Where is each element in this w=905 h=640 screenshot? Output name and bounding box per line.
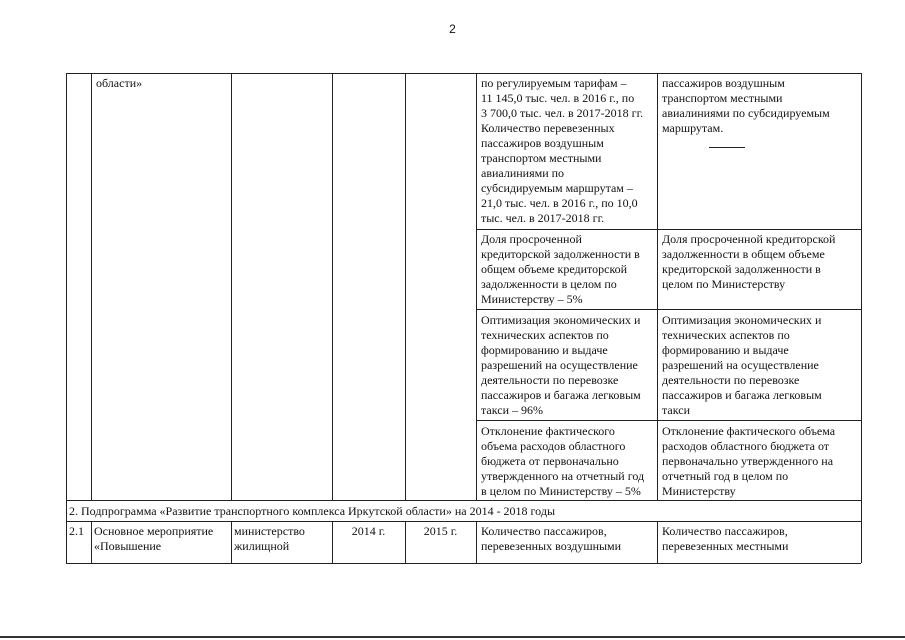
column-divider bbox=[657, 73, 658, 500]
end-year-cell: 2015 г. bbox=[423, 524, 458, 538]
measure-name-cell: Основное мероприятие «Повышение bbox=[94, 524, 214, 553]
measure-name-cell: области» bbox=[96, 76, 143, 90]
row-divider bbox=[476, 229, 861, 230]
column-divider bbox=[91, 521, 92, 563]
result-cell: пассажиров воздушным транспортом местными авиалиниями по субсидируемым маршрутам. bbox=[662, 76, 830, 135]
indicator-cell: Оптимизация экономических и технических аспектов по формированию и выдаче разрешений на осуществление деятельности по перевозке пассажиров и багажа легковым такси – 96% bbox=[481, 313, 641, 417]
page-number: 2 bbox=[449, 22, 456, 36]
table-top-border bbox=[66, 73, 861, 74]
row-divider bbox=[476, 309, 861, 310]
column-divider bbox=[476, 73, 477, 500]
indicator-cell: по регулируемым тарифам – 11 145,0 тыс. чел. в 2016 г., по 3 700,0 тыс. чел. в 2017-2018 гг. Количество перевезенных пассажиров воздушным транспортом местными авиалиниями по субсидируемым маршрутам – 21,0 тыс. чел. в 2016 г., по 10,0 тыс. чел. в 2017-2018 гг. bbox=[481, 76, 644, 225]
executor-cell: министерство жилищной bbox=[234, 524, 305, 553]
column-divider bbox=[231, 73, 232, 500]
column-divider bbox=[476, 521, 477, 563]
scan-edge bbox=[0, 636, 905, 638]
dash-line bbox=[709, 147, 745, 148]
row-number: 2.1 bbox=[69, 524, 84, 538]
column-divider bbox=[332, 73, 333, 500]
indicator-cell: Отклонение фактического объема расходов областного бюджета от первоначально утвержденного на отчетный год в целом по Министерству – 5% bbox=[481, 424, 645, 498]
indicator-cell: Количество пассажиров, перевезенных воздушными bbox=[481, 524, 622, 553]
result-cell: Количество пассажиров, перевезенных местными bbox=[662, 524, 789, 553]
start-year-cell: 2014 г. bbox=[351, 524, 386, 538]
result-cell: Оптимизация экономических и технических аспектов по формированию и выдаче разрешений на осуществление деятельности по перевозке пассажиров и багажа легковым такси bbox=[662, 313, 822, 417]
result-cell: Доля просроченной кредиторской задолженности в общем объеме кредиторской задолженности в целом по Министерству bbox=[662, 232, 836, 291]
row-divider bbox=[66, 521, 861, 522]
row-divider bbox=[66, 500, 861, 501]
indicator-cell: Доля просроченной кредиторской задолженности в общем объеме кредиторской задолженности в целом по Министерству – 5% bbox=[481, 232, 640, 306]
table-border-right bbox=[861, 73, 862, 563]
column-divider bbox=[91, 73, 92, 500]
table-border-left bbox=[66, 73, 67, 563]
row-divider bbox=[476, 420, 861, 421]
column-divider bbox=[231, 521, 232, 563]
table-bottom-border bbox=[66, 563, 861, 564]
column-divider bbox=[657, 521, 658, 563]
section-heading: 2. Подпрограмма «Развитие транспортного комплекса Иркутской области» на 2014 - 2018 годы bbox=[69, 504, 556, 518]
result-cell: Отклонение фактического объема расходов областного бюджета от первоначально утвержденного на отчетный год в целом по Министерству bbox=[662, 424, 836, 498]
column-divider bbox=[405, 73, 406, 500]
